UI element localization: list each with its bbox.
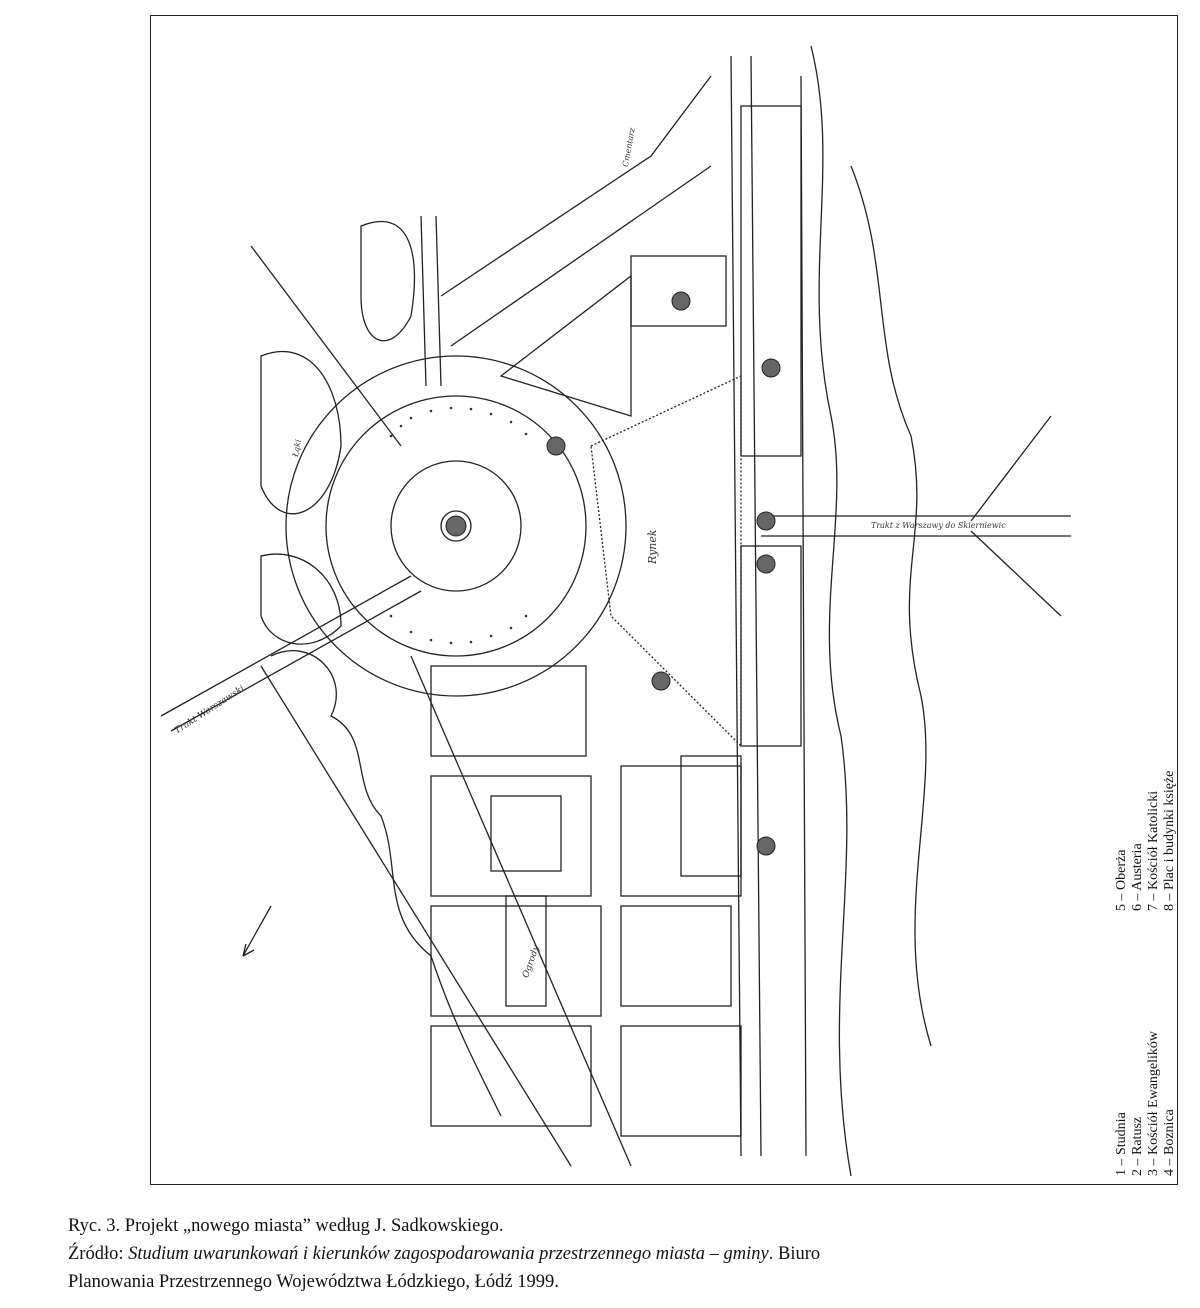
northeast-blocks xyxy=(441,76,711,416)
legend-item: 5 – Oberża xyxy=(1114,849,1129,911)
west-road xyxy=(161,576,411,716)
pond-west xyxy=(261,352,341,514)
gardens-area xyxy=(271,651,501,1116)
marker-5 xyxy=(757,555,775,573)
marker-7 xyxy=(762,359,780,377)
legend-item: 2 – Ratusz xyxy=(1130,1116,1145,1176)
legend-column-1 xyxy=(1114,1031,1178,1176)
marker-3 xyxy=(547,437,565,455)
north-arrow-icon xyxy=(243,906,271,956)
marker-2 xyxy=(446,516,466,536)
legend-item: 7 – Kościół Katolicki xyxy=(1146,790,1161,911)
south-grid-blocks xyxy=(431,666,586,756)
caption-source-rest: . Biuro xyxy=(768,1244,821,1264)
label-cemetery: Cmentarz xyxy=(621,126,637,168)
caption-source xyxy=(68,1240,1188,1268)
north-road xyxy=(421,216,426,386)
marker-1 xyxy=(652,672,670,690)
caption-source-title: Studium uwarunkowań i kierunków zagospodarowania przestrzennego miasta – gminy xyxy=(128,1244,769,1264)
river-bank-west xyxy=(811,46,851,1176)
legend-item: 4 – Boznica xyxy=(1162,1109,1177,1176)
caption-source-label: Źródło: xyxy=(68,1244,129,1264)
caption-publisher: Planowania Przestrzennego Województwa Łódzkiego, Łódź 1999. xyxy=(68,1272,559,1292)
marker-8 xyxy=(672,292,690,310)
river-bank-east xyxy=(851,166,931,1046)
marker-6 xyxy=(757,512,775,530)
market-square xyxy=(591,376,741,746)
west-boundary xyxy=(261,666,571,1166)
label-road-west: Trakt Warszawski xyxy=(173,683,247,737)
label-gardens: Ogrody xyxy=(521,944,542,980)
map-figure xyxy=(150,15,1178,1185)
label-road-east: Trakt z Warszawy do Skierniewic xyxy=(871,521,1006,530)
legend-column-2 xyxy=(1114,771,1178,911)
marker-4 xyxy=(757,837,775,855)
legend-item: 1 – Studnia xyxy=(1114,1112,1129,1176)
pond-north xyxy=(361,222,414,341)
east-street-line xyxy=(731,56,741,1156)
legend-item: 8 – Plac i budynki księże xyxy=(1162,770,1177,911)
label-meadow: Łąki xyxy=(291,438,303,458)
figure-caption xyxy=(68,1212,1188,1296)
label-rynek: Rynek xyxy=(646,529,659,564)
legend-item: 6 – Austeria xyxy=(1130,843,1145,911)
legend-item: 3 – Kościół Ewangelików xyxy=(1146,1030,1161,1176)
town-plan-drawing xyxy=(151,16,1176,1183)
caption-title: Ryc. 3. Projekt „nowego miasta” według J. Sadkowskiego. xyxy=(68,1216,504,1236)
